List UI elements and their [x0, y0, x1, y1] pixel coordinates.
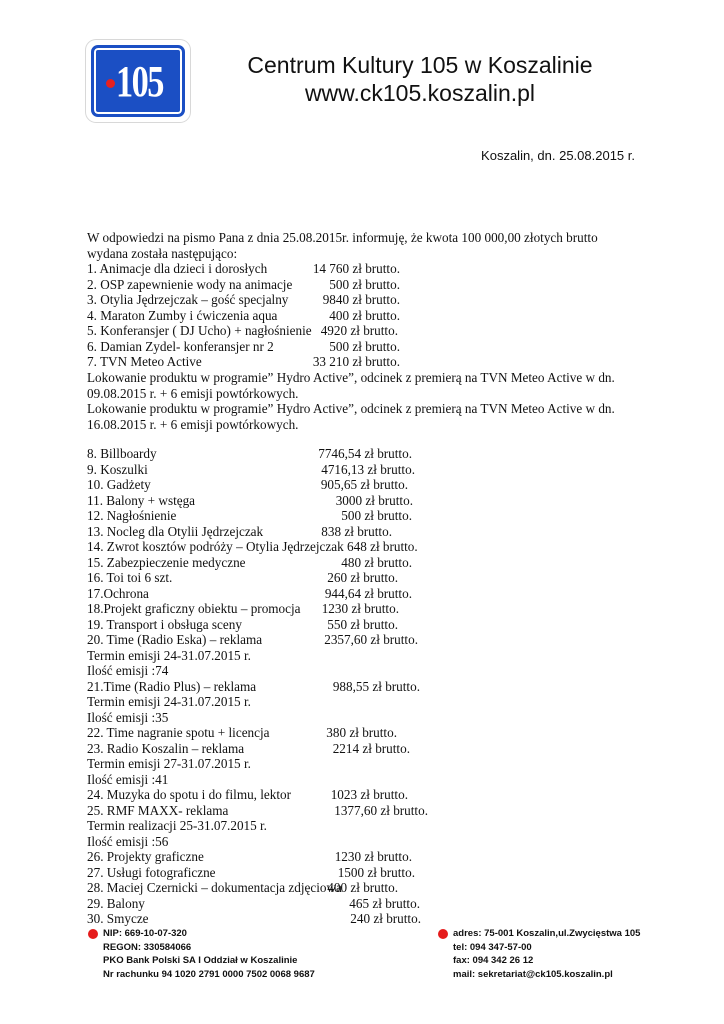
expense-label: 1. Animacje dla dzieci i dorosłych — [87, 261, 268, 276]
expense-label: 11. Balony + wstęga — [87, 492, 196, 508]
expense-amount: 838 zł brutto. — [321, 523, 392, 539]
footer-regon: REGON: 330584066 — [103, 941, 192, 953]
expense-amount: 4920 zł brutto. — [320, 323, 398, 338]
expense-amount: 500 zł brutto. — [341, 508, 412, 523]
expense-amount: 2214 zł brutto. — [332, 740, 410, 756]
expense-label: Termin emisji 24-31.07.2015 r. — [87, 694, 251, 709]
expense-amount: 550 zł brutto. — [327, 616, 398, 632]
expense-label: 9. Koszulki — [87, 461, 148, 477]
expense-amount: 260 zł brutto. — [327, 570, 398, 585]
expense-amount: 988,55 zł brutto. — [332, 678, 420, 694]
expense-label: Ilość emisji :74 — [87, 663, 169, 678]
expense-amount: 3000 zł brutto. — [335, 492, 413, 508]
expense-amount: 1377,60 zł brutto. — [334, 802, 428, 818]
expense-label: 13. Nocleg dla Otylii Jędrzejczak — [87, 523, 264, 539]
expense-label: Termin emisji 27-31.07.2015 r. — [87, 756, 251, 771]
expense-amount: 1500 zł brutto. — [337, 864, 415, 880]
intro-line-2: wydana została następująco: — [87, 245, 238, 261]
expense-label: 12. Nagłośnienie — [87, 508, 177, 523]
expense-label: 7. TVN Meteo Active — [87, 354, 202, 369]
expense-label: 24. Muzyka do spotu i do filmu, lektor — [87, 787, 292, 802]
expense-amount: 1230 zł brutto. — [334, 849, 412, 864]
expense-label: 27. Usługi fotograficzne — [87, 864, 216, 880]
expense-amount: 33 210 zł brutto. — [312, 354, 400, 369]
footer-email[interactable]: mail: sekretariat@ck105.koszalin.pl — [453, 968, 613, 980]
footer-right-dot — [438, 929, 448, 939]
expense-amount: 944,64 zł brutto. — [324, 585, 412, 601]
expense-label: 28. Maciej Czernicki – dokumentacja zdjęciowa — [87, 880, 342, 895]
expense-amount: 400 zł brutto. — [327, 880, 398, 895]
expense-label: 19. Transport i obsługa sceny — [87, 616, 242, 632]
expense-label: 3. Otylia Jędrzejczak – gość specjalny — [87, 292, 289, 307]
expense-amount: 2357,60 zł brutto. — [324, 632, 418, 647]
expense-amount: 400 zł brutto. — [329, 307, 400, 323]
expense-amount: 1230 zł brutto. — [321, 601, 399, 616]
expense-label: 20. Time (Radio Eska) – reklama — [87, 632, 263, 647]
logo-number: 105 — [116, 57, 163, 106]
expense-amount: 4716,13 zł brutto. — [321, 461, 415, 477]
expense-label: Termin realizacji 25-31.07.2015 r. — [87, 818, 267, 833]
expense-amount: 465 zł brutto. — [349, 895, 420, 911]
expense-label: 4. Maraton Zumby i ćwiczenia aqua — [87, 307, 278, 323]
placement-line-4: 16.08.2015 r. + 6 emisji powtórkowych. — [87, 416, 299, 432]
expense-amount: 500 zł brutto. — [329, 276, 400, 292]
expense-label: 30. Smycze — [87, 911, 149, 926]
expense-label: 21.Time (Radio Plus) – reklama — [87, 678, 257, 694]
expense-label: 6. Damian Zydel- konferansjer nr 2 — [87, 338, 274, 354]
expense-amount: 480 zł brutto. — [341, 554, 412, 570]
placement-line-3: Lokowanie produktu w programie” Hydro Active”, odcinek z premierą na TVN Meteo Active w dn. — [87, 401, 615, 416]
footer-left-dot — [88, 929, 98, 939]
institution-url: www.ck105.koszalin.pl — [304, 80, 536, 106]
placement-line-1: Lokowanie produktu w programie” Hydro Active”, odcinek z premierą na TVN Meteo Active w dn. — [87, 370, 615, 385]
footer-account: Nr rachunku 94 1020 2791 0000 7502 0068 9687 — [103, 968, 315, 980]
footer-nip: NIP: 669-10-07-320 — [103, 928, 187, 939]
logo-plate — [91, 45, 185, 117]
footer-fax: fax: 094 342 26 12 — [453, 955, 534, 966]
expense-label: 17.Ochrona — [87, 585, 149, 601]
expense-label: 15. Zabezpieczenie medyczne — [87, 554, 246, 570]
expense-amount: 1023 zł brutto. — [330, 787, 408, 802]
expense-label: Termin emisji 24-31.07.2015 r. — [87, 647, 251, 663]
expense-amount: 7746,54 zł brutto. — [318, 446, 412, 461]
expense-label: 22. Time nagranie spotu + licencja — [87, 725, 270, 740]
expense-label: 2. OSP zapewnienie wody na animacje — [87, 276, 293, 292]
footer-address: adres: 75-001 Koszalin,ul.Zwycięstwa 105 — [453, 928, 641, 939]
expense-label: 5. Konferansjer ( DJ Ucho) + nagłośnienie — [87, 323, 312, 338]
expense-amount: 14 760 zł brutto. — [312, 261, 400, 276]
date-line: Koszalin, dn. 25.08.2015 r. — [481, 148, 635, 163]
expense-label: 10. Gadżety — [87, 477, 151, 492]
expense-amount: 380 zł brutto. — [326, 725, 397, 740]
expense-label: 29. Balony — [87, 895, 145, 911]
expense-label: 16. Toi toi 6 szt. — [87, 570, 173, 585]
logo-red-dot — [106, 79, 115, 88]
institution-name: Centrum Kultury 105 w Koszalinie — [247, 52, 593, 78]
logo-105 — [86, 40, 190, 122]
expense-label: 23. Radio Koszalin – reklama — [87, 740, 245, 756]
expense-label: 8. Billboardy — [87, 446, 157, 461]
expense-label: 18.Projekt graficzny obiektu – promocja — [87, 601, 301, 616]
footer-phone: tel: 094 347-57-00 — [453, 941, 532, 953]
expense-amount: 240 zł brutto. — [350, 911, 421, 926]
expense-amount: 9840 zł brutto. — [322, 292, 400, 307]
expense-label: 26. Projekty graficzne — [87, 849, 204, 864]
expense-amount: 500 zł brutto. — [329, 338, 400, 354]
expense-label: Ilość emisji :41 — [87, 771, 169, 787]
footer-bank: PKO Bank Polski SA I Oddział w Koszalinie — [103, 955, 298, 966]
expense-label: 14. Zwrot kosztów podróży – Otylia Jędrzejczak 648 zł brutto. — [87, 539, 418, 554]
placement-line-2: 09.08.2015 r. + 6 emisji powtórkowych. — [87, 385, 299, 401]
expense-label: Ilość emisji :35 — [87, 709, 169, 725]
expense-amount: 905,65 zł brutto. — [320, 477, 408, 492]
expense-label: Ilość emisji :56 — [87, 833, 169, 849]
expense-label: 25. RMF MAXX- reklama — [87, 802, 229, 818]
intro-line-1: W odpowiedzi na pismo Pana z dnia 25.08.2015r. informuję, że kwota 100 000,00 złotych brutto — [87, 230, 598, 245]
